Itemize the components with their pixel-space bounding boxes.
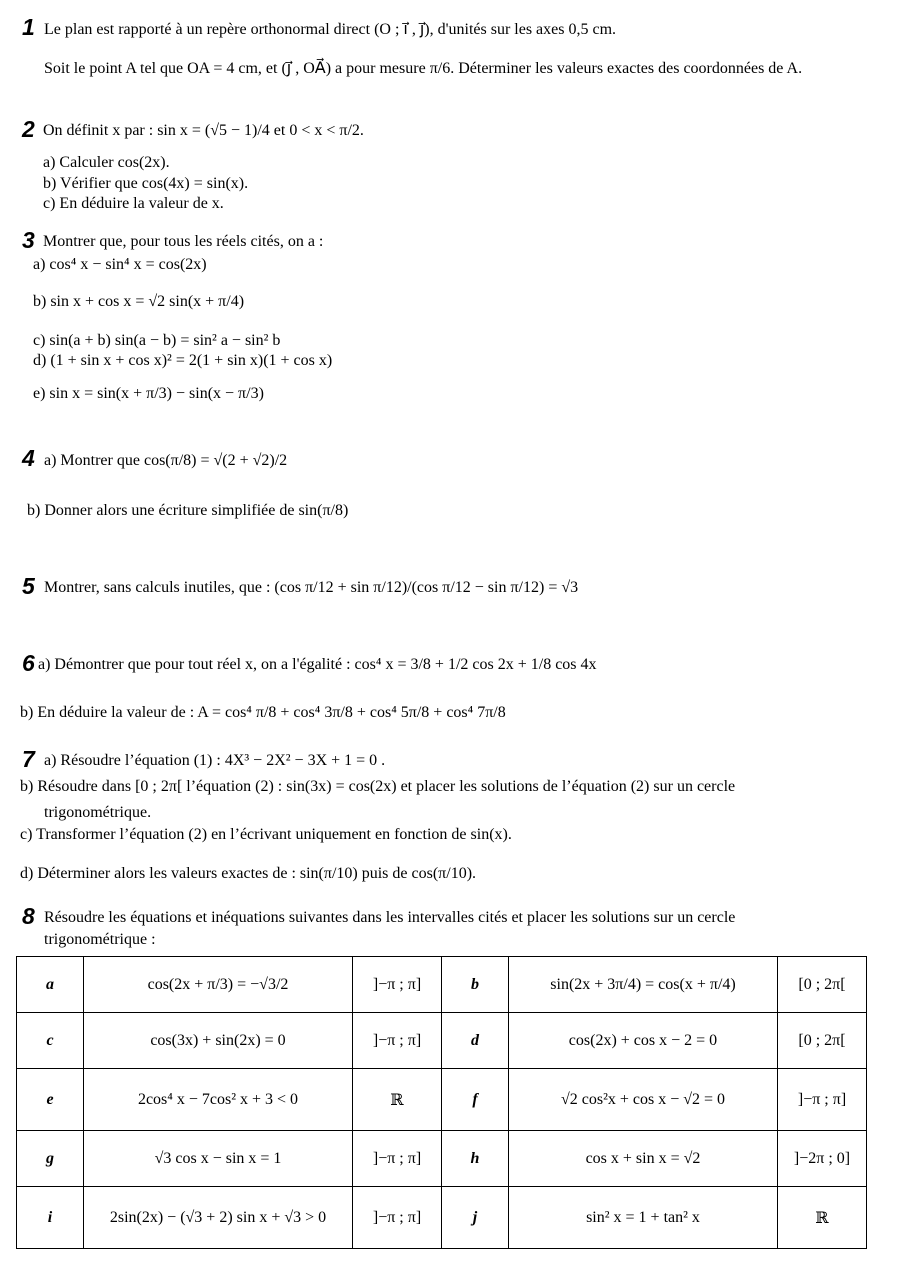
exercise-line: On définit x par : sin x = (√5 − 1)/4 et 0 < x < π/2.	[43, 122, 364, 139]
exercise-line: Soit le point A tel que OA = 4 cm, et (j⃗ , OA⃗) a pour mesure π/6. Déterminer les valeurs exactes des coordonnées de A.	[44, 60, 803, 77]
cell-label: j	[442, 1187, 509, 1249]
exercise-line: Montrer que, pour tous les réels cités, on a :	[43, 233, 324, 250]
exercise-line: trigonométrique :	[44, 931, 156, 948]
exercise-number: 2	[22, 116, 35, 142]
cell-interval: ]−π ; π]	[353, 957, 442, 1013]
cell-equation: sin² x = 1 + tan² x	[509, 1187, 778, 1249]
cell-equation: cos(2x) + cos x − 2 = 0	[509, 1013, 778, 1069]
cell-interval: ]−π ; π]	[353, 1131, 442, 1187]
exercise-line: b) sin x + cos x = √2 sin(x + π/4)	[33, 293, 245, 310]
cell-interval: ]−π ; π]	[778, 1069, 867, 1131]
table-row	[17, 1013, 867, 1069]
cell-label: h	[442, 1131, 509, 1187]
cell-interval: ]−2π ; 0]	[778, 1131, 867, 1187]
cell-interval: [0 ; 2π[	[778, 1013, 867, 1069]
exercise-number: 6	[22, 650, 35, 676]
exercise-line: Montrer, sans calculs inutiles, que : (cos π/12 + sin π/12)/(cos π/12 − sin π/12) = √3	[44, 579, 579, 596]
exercise-line: a) Montrer que cos(π/8) = √(2 + √2)/2	[44, 452, 288, 469]
cell-label: e	[17, 1069, 84, 1131]
cell-label: c	[17, 1013, 84, 1069]
exercise-number: 1	[22, 14, 35, 40]
exercise-line: b) Résoudre dans [0 ; 2π[ l’équation (2) : sin(3x) = cos(2x) et placer les solutions de l’équation (2) sur un cercle	[20, 778, 736, 795]
exercise-number: 5	[22, 573, 35, 599]
cell-equation: cos x + sin x = √2	[509, 1131, 778, 1187]
exercise-line: c) Transformer l’équation (2) en l’écrivant uniquement en fonction de sin(x).	[20, 826, 512, 843]
cell-label: a	[17, 957, 84, 1013]
cell-equation: cos(3x) + sin(2x) = 0	[84, 1013, 353, 1069]
exercise-number: 3	[22, 227, 35, 253]
exercise-line: c) sin(a + b) sin(a − b) = sin² a − sin² b	[33, 332, 281, 349]
cell-label: f	[442, 1069, 509, 1131]
table-row	[17, 1187, 867, 1249]
cell-interval: ]−π ; π]	[353, 1013, 442, 1069]
cell-equation: cos(2x + π/3) = −√3/2	[84, 957, 353, 1013]
exercise-line: a) Calculer cos(2x).	[43, 154, 170, 171]
exercise-line: a) Démontrer que pour tout réel x, on a l'égalité : cos⁴ x = 3/8 + 1/2 cos 2x + 1/8 cos 4x	[38, 656, 597, 673]
cell-label: i	[17, 1187, 84, 1249]
exercise-line: Résoudre les équations et inéquations suivantes dans les intervalles cités et placer les solutions sur un cercle	[44, 909, 736, 926]
cell-interval: [0 ; 2π[	[778, 957, 867, 1013]
cell-equation: sin(2x + 3π/4) = cos(x + π/4)	[509, 957, 778, 1013]
exercise-line: a) cos⁴ x − sin⁴ x = cos(2x)	[33, 256, 207, 273]
exercise-line: d) Déterminer alors les valeurs exactes de : sin(π/10) puis de cos(π/10).	[20, 865, 477, 882]
exercise-line: b) Vérifier que cos(4x) = sin(x).	[43, 175, 249, 192]
exercise-line: trigonométrique.	[44, 804, 152, 821]
exercise-line: e) sin x = sin(x + π/3) − sin(x − π/3)	[33, 385, 264, 402]
exercise-number: 8	[22, 903, 35, 929]
exercise-line: b) En déduire la valeur de : A = cos⁴ π/8 + cos⁴ 3π/8 + cos⁴ 5π/8 + cos⁴ 7π/8	[20, 704, 506, 721]
cell-equation: √3 cos x − sin x = 1	[84, 1131, 353, 1187]
exercise-number: 7	[22, 746, 35, 772]
cell-label: g	[17, 1131, 84, 1187]
cell-label: d	[442, 1013, 509, 1069]
equations-table	[16, 956, 867, 1249]
cell-interval: ℝ	[778, 1187, 867, 1249]
cell-equation: 2sin(2x) − (√3 + 2) sin x + √3 > 0	[84, 1187, 353, 1249]
exercise-number: 4	[22, 445, 35, 471]
table-row	[17, 957, 867, 1013]
exercise-line: c) En déduire la valeur de x.	[43, 195, 224, 212]
cell-interval: ℝ	[353, 1069, 442, 1131]
cell-equation: √2 cos²x + cos x − √2 = 0	[509, 1069, 778, 1131]
exercise-line: d) (1 + sin x + cos x)² = 2(1 + sin x)(1 + cos x)	[33, 352, 333, 369]
table-row	[17, 1131, 867, 1187]
exercise-line: a) Résoudre l’équation (1) : 4X³ − 2X² − 3X + 1 = 0 .	[44, 752, 386, 769]
exercise-line: Le plan est rapporté à un repère orthonormal direct (O ; i⃗ , j⃗), d'unités sur les axes 0,5 cm.	[44, 21, 617, 38]
exercise-line: b) Donner alors une écriture simplifiée de sin(π/8)	[27, 502, 349, 519]
table-row	[17, 1069, 867, 1131]
cell-equation: 2cos⁴ x − 7cos² x + 3 < 0	[84, 1069, 353, 1131]
cell-label: b	[442, 957, 509, 1013]
cell-interval: ]−π ; π]	[353, 1187, 442, 1249]
